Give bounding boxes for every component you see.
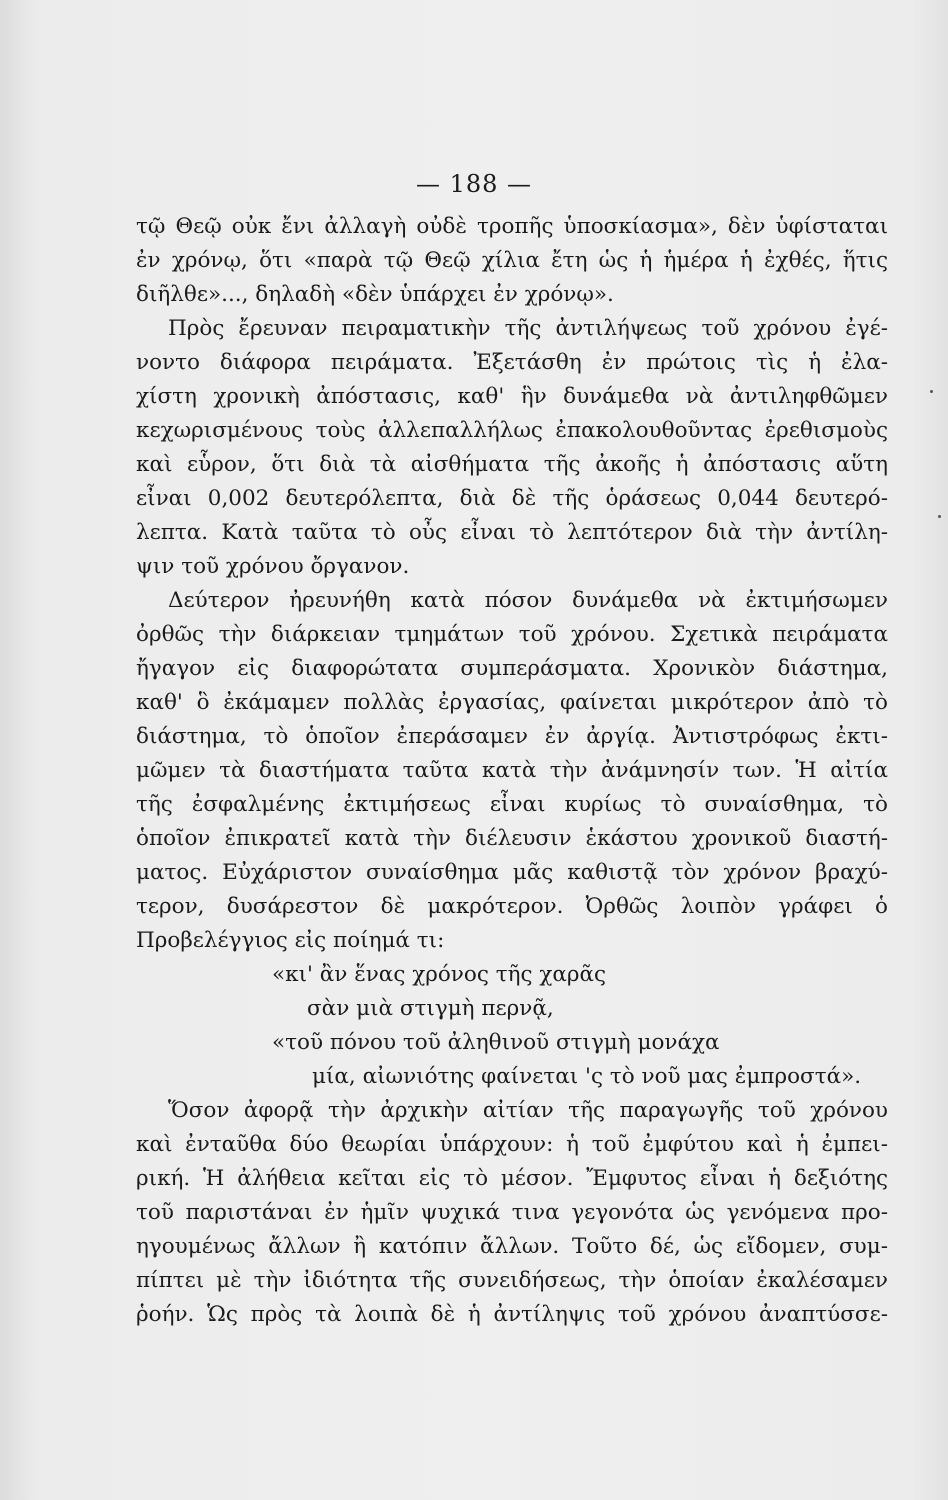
text-line: ῥοήν. Ὡς πρὸς τὰ λοιπὰ δὲ ἡ ἀντίληψις τοῦ χρόνου ἀναπτύσσε- (136, 1302, 888, 1327)
text-line: καὶ ἐνταῦθα δύο θεωρίαι ὑπάρχουν: ἡ τοῦ ἐμφύτου καὶ ἡ ἐμπει- (136, 1132, 888, 1157)
text-line: μῶμεν τὰ διαστήματα ταῦτα κατὰ τὴν ἀνάμνησίν των. Ἡ αἰτία (136, 758, 888, 783)
text-line: κεχωρισμένους τοὺς ἀλλεπαλλήλως ἐπακολουθοῦντας ἐρεθισμοὺς (136, 418, 888, 443)
text-line: διάστημα, τὸ ὁποῖον ἐπεράσαμεν ἐν ἀργίᾳ. Ἀντιστρόφως ἐκτι- (136, 724, 888, 749)
text-line: λεπτα. Κατὰ ταῦτα τὸ οὖς εἶναι τὸ λεπτότερον διὰ τὴν ἀντίλη- (136, 520, 888, 545)
verse-line: μία, αἰωνιότης φαίνεται 'ς τὸ νοῦ μας ἐμπροστά». (312, 1064, 862, 1089)
text-line: καθ' ὃ ἐκάμαμεν πολλὰς ἐργασίας, φαίνεται μικρότερον ἀπὸ τὸ (136, 690, 888, 715)
verse-line: «τοῦ πόνου τοῦ ἀληθινοῦ στιγμὴ μονάχα (272, 1030, 720, 1055)
text-line: πίπτει μὲ τὴν ἰδιότητα τῆς συνειδήσεως, τὴν ὁποίαν ἐκαλέσαμεν (136, 1268, 888, 1293)
text-line: ἤγαγον εἰς διαφορώτατα συμπεράσματα. Χρονικὸν διάστημα, (136, 656, 888, 681)
text-line: ὁποῖον ἐπικρατεῖ κατὰ τὴν διέλευσιν ἑκάστου χρονικοῦ διαστή- (136, 826, 888, 851)
text-line: ὀρθῶς τὴν διάρκειαν τμημάτων τοῦ χρόνου. Σχετικὰ πειράματα (136, 622, 888, 647)
paper-speck (938, 515, 941, 518)
text-line: καὶ εὗρον, ὅτι διὰ τὰ αἰσθήματα τῆς ἀκοῆς ἡ ἀπόστασις αὕτη (136, 452, 888, 477)
text-line: Πρὸς ἔρευναν πειραματικὴν τῆς ἀντιλήψεως τοῦ χρόνου ἐγέ- (168, 316, 888, 341)
text-line: τῆς ἐσφαλμένης ἐκτιμήσεως εἶναι κυρίως τὸ συναίσθημα, τὸ (136, 792, 888, 817)
text-line: ρική. Ἡ ἀλήθεια κεῖται εἰς τὸ μέσον. Ἔμφυτος εἶναι ἡ δεξιότης (136, 1166, 888, 1191)
text-line: τοῦ παριστάναι ἐν ἡμῖν ψυχικά τινα γεγονότα ὡς γενόμενα προ- (136, 1200, 888, 1225)
text-line: ματος. Εὐχάριστον συναίσθημα μᾶς καθιστᾷ τὸν χρόνον βραχύ- (136, 860, 888, 885)
paper-speck (930, 390, 933, 393)
text-line: τῷ Θεῷ οὐκ ἔνι ἀλλαγὴ οὐδὲ τροπῆς ὑποσκίασμα», δὲν ὑφίσταται (136, 214, 888, 239)
text-line: χίστη χρονικὴ ἀπόστασις, καθ' ἣν δυνάμεθα νὰ ἀντιληφθῶμεν (136, 384, 888, 409)
text-line: εἶναι 0,002 δευτερόλεπτα, διὰ δὲ τῆς ὁράσεως 0,044 δευτερό- (136, 486, 888, 511)
page-number: — 188 — (415, 170, 533, 198)
verse-line: «κι' ἂν ἕνας χρόνος τῆς χαρᾶς (272, 962, 607, 987)
body-text (136, 210, 888, 1332)
text-line: ψιν τοῦ χρόνου ὄργανον. (136, 554, 410, 579)
text-line: ἐν χρόνῳ, ὅτι «παρὰ τῷ Θεῷ χίλια ἔτη ὡς ἡ ἡμέρα ἡ ἐχθές, ἥτις (136, 248, 888, 273)
text-line: διῆλθε»..., δηλαδὴ «δὲν ὑπάρχει ἐν χρόνῳ». (136, 282, 614, 307)
text-line: ηγουμένως ἄλλων ἢ κατόπιν ἄλλων. Τοῦτο δέ, ὡς εἴδομεν, συμ- (136, 1234, 888, 1259)
text-line: Προβελέγγιος εἰς ποίημά τι: (136, 928, 445, 953)
text-line: Δεύτερον ἠρευνήθη κατὰ πόσον δυνάμεθα νὰ ἐκτιμήσωμεν (168, 588, 888, 613)
text-line: Ὅσον ἀφορᾷ τὴν ἀρχικὴν αἰτίαν τῆς παραγωγῆς τοῦ χρόνου (168, 1098, 888, 1123)
text-line: νοντο διάφορα πειράματα. Ἐξετάσθη ἐν πρώτοις τὶς ἡ ἐλα- (136, 350, 888, 375)
verse-line: σὰν μιὰ στιγμὴ περνᾷ, (307, 996, 554, 1021)
text-line: τερον, δυσάρεστον δὲ μακρότερον. Ὀρθῶς λοιπὸν γράφει ὁ (136, 894, 888, 919)
